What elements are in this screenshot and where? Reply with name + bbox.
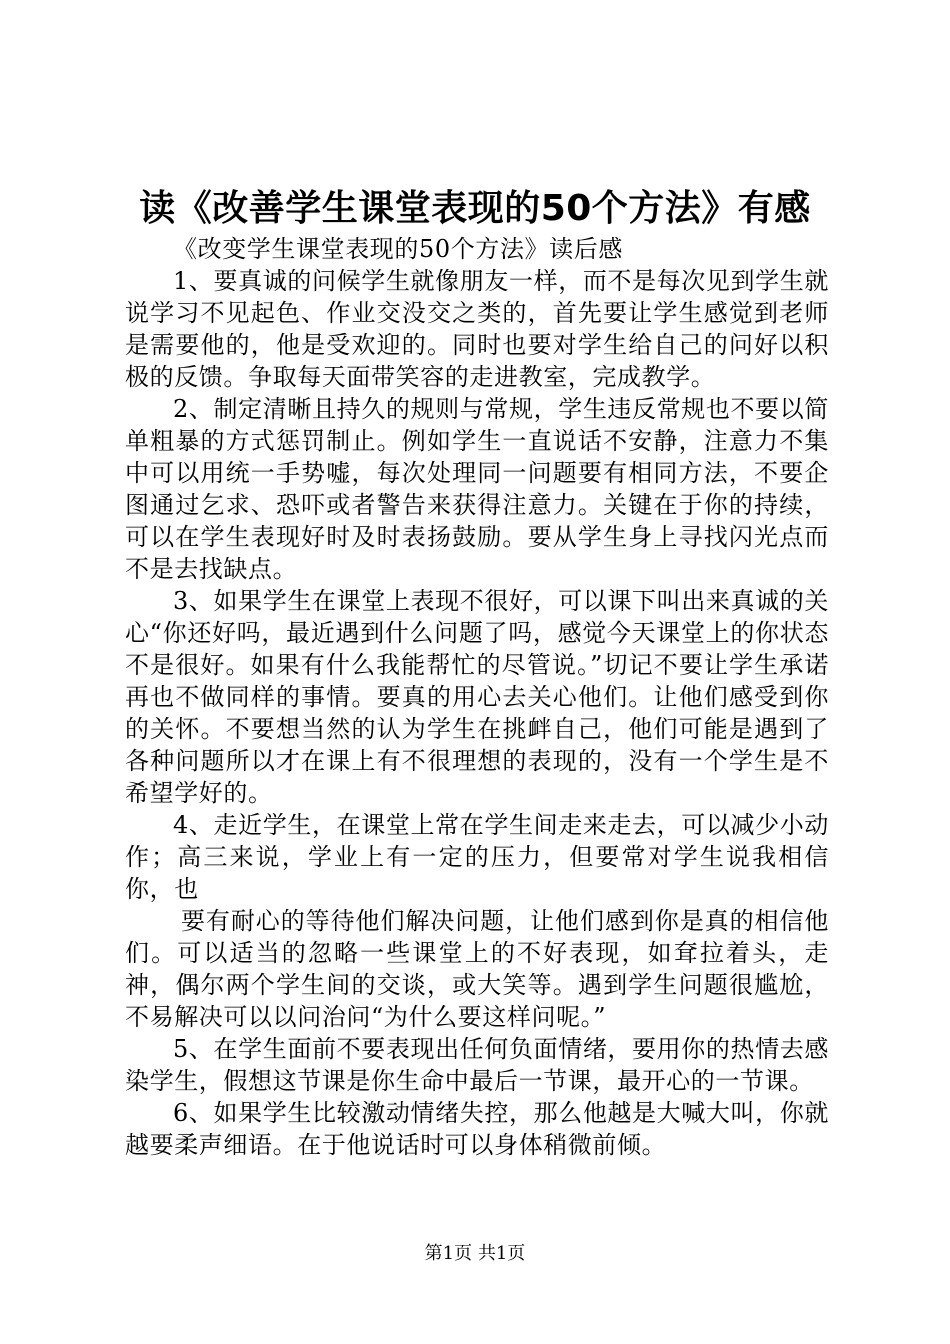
paragraph-3: 3、如果学生在课堂上表现不很好，可以课下叫出来真诚的关心“你还好吗，最近遇到什么问题了吗，感觉今天课堂上的你状态不是很好。如果有什么我能帮忙的尽管说。”切记不要让学生承诺再也不做同样的事情。要真的用心去关心他们。让他们感受到你的关怀。不要想当然的认为学生在挑衅自己，他们可能是遇到了各种问题所以才在课上有不很理想的表现的，没有一个学生是不希望学好的。 [125, 587, 829, 807]
paragraph-6: 6、如果学生比较激动情绪失控，那么他越是大喊大叫，你就越要柔声细语。在于他说话时可以身体稍微前倾。 [125, 1099, 829, 1159]
document-body [125, 233, 829, 1161]
document-subtitle: 《改变学生课堂表现的50个方法》读后感 [173, 235, 623, 263]
paragraph-4: 4、走近学生，在课堂上常在学生间走来走去，可以减少小动作；高三来说，学业上有一定的压力，但要常对学生说我相信你，也 [125, 811, 829, 903]
document-title: 读《改善学生课堂表现的50个方法》有感 [139, 188, 811, 229]
paragraph-5: 5、在学生面前不要表现出任何负面情绪，要用你的热情去感染学生，假想这节课是你生命中最后一节课，最开心的一节课。 [125, 1035, 829, 1095]
paragraph-1: 1、要真诚的问候学生就像朋友一样，而不是每次见到学生就说学习不见起色、作业交没交之类的，首先要让学生感觉到老师是需要他的，他是受欢迎的。同时也要对学生给自己的问好以积极的反馈。争取每天面带笑容的走进教室，完成教学。 [125, 267, 829, 391]
page-footer: 第1页 共1页 [424, 1243, 526, 1264]
paragraph-2: 2、制定清晰且持久的规则与常规，学生违反常规也不要以简单粗暴的方式惩罚制止。例如学生一直说话不安静，注意力不集中可以用统一手势嘘，每次处理同一问题要有相同方法，不要企图通过乞求、恐吓或者警告来获得注意力。关键在于你的持续，可以在学生表现好时及时表扬鼓励。要从学生身上寻找闪光点而不是去找缺点。 [125, 395, 829, 583]
paragraph-4-continued: 要有耐心的等待他们解决问题，让他们感到你是真的相信他们。可以适当的忽略一些课堂上的不好表现，如耷拉着头，走神，偶尔两个学生间的交谈，或大笑等。遇到学生问题很尴尬，不易解决可以以问治问“为什么要这样问呢。” [125, 907, 829, 1031]
